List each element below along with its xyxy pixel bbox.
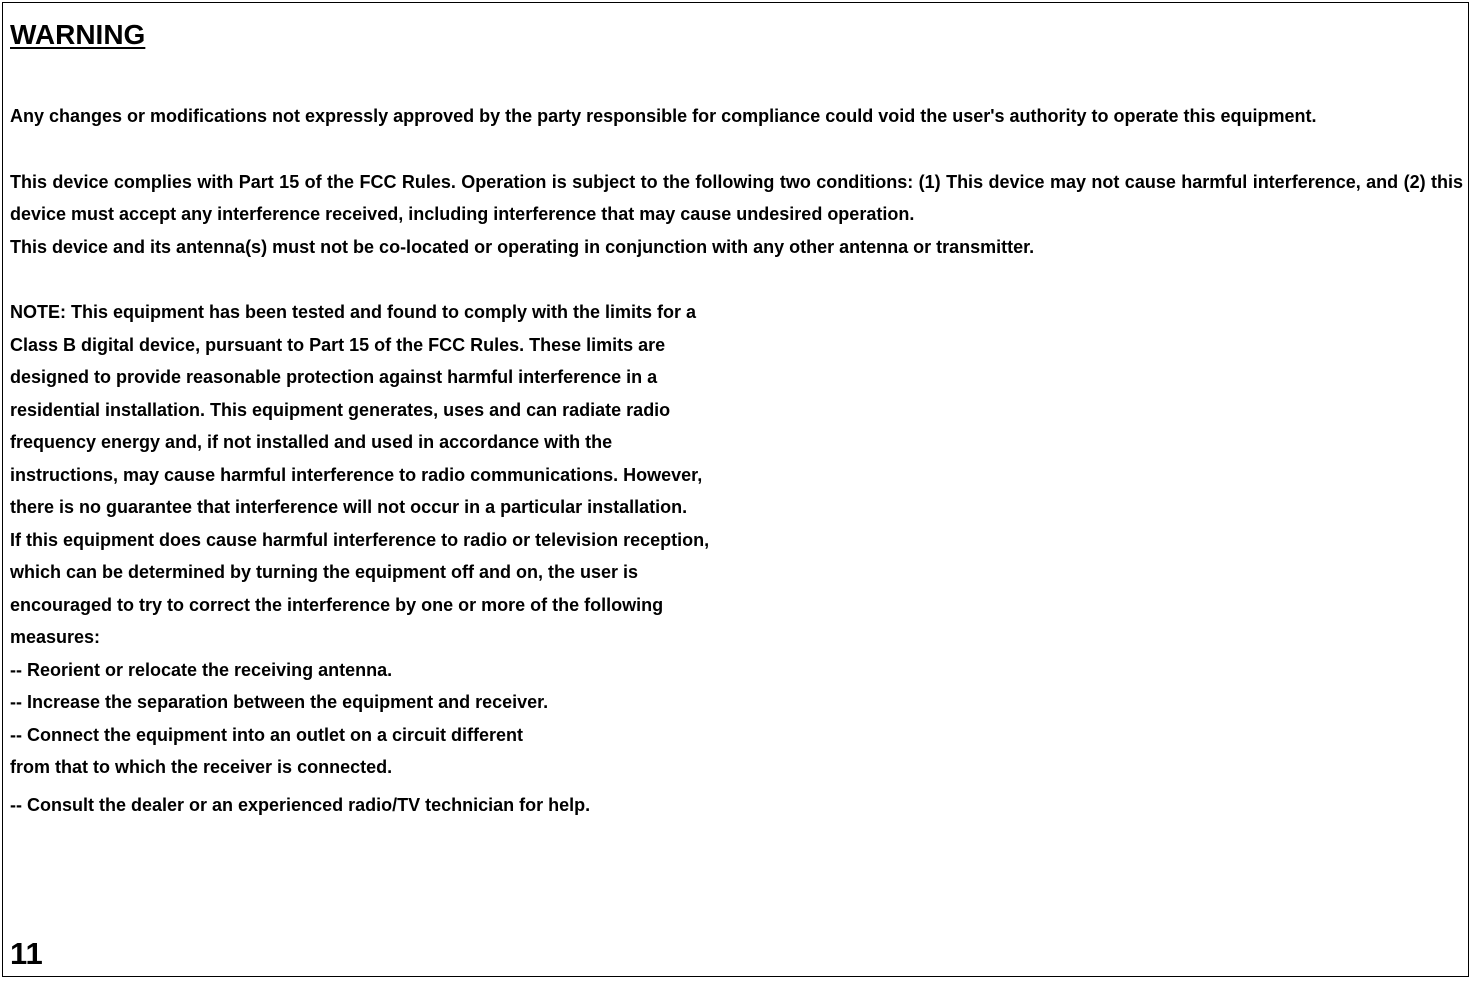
note-line: NOTE: This equipment has been tested and found to comply with the limits for a <box>10 302 697 322</box>
note-line: encouraged to try to correct the interference by one or more of the following <box>10 594 664 615</box>
note-line: frequency energy and, if not installed and used in accordance with the <box>10 432 613 452</box>
note-line: measures: <box>10 627 101 647</box>
note-line: which can be determined by turning the equipment off and on, the user is <box>10 562 639 582</box>
measure-item: -- Reorient or relocate the receiving antenna. <box>10 659 393 680</box>
measure-item: -- Increase the separation between the equipment and receiver. <box>10 692 549 712</box>
modifications-paragraph: Any changes or modifications not expressly approved by the party responsible for compliance could void the user's authority to operate this equipment. <box>10 106 1317 126</box>
note-line: If this equipment does cause harmful interference to radio or television reception, <box>10 529 710 550</box>
note-line: designed to provide reasonable protection against harmful interference in a <box>10 367 658 387</box>
note-line: Class B digital device, pursuant to Part 15 of the FCC Rules. These limits are <box>10 334 666 355</box>
measure-item: -- Consult the dealer or an experienced radio/TV technician for help. <box>10 794 591 815</box>
note-line: residential installation. This equipment generates, uses and can radiate radio <box>10 399 671 420</box>
measure-item: -- Connect the equipment into an outlet on a circuit different <box>10 724 523 745</box>
fcc-part15-paragraph: This device complies with Part 15 of the FCC Rules. Operation is subject to the following two conditions: (1) This device may not cause harmful interference, and (2) this device must accept any interference received, including interference that may cause undesired operation. <box>10 171 1463 224</box>
note-line: instructions, may cause harmful interference to radio communications. However, <box>10 464 703 485</box>
page-number: 11 <box>10 936 43 971</box>
warning-heading: WARNING <box>10 19 146 50</box>
antenna-colocation-paragraph: This device and its antenna(s) must not be co-located or operating in conjunction with any other antenna or transmitter. <box>10 236 1035 257</box>
document-body <box>10 18 1463 821</box>
note-line: there is no guarantee that interference will not occur in a particular installation. <box>10 497 688 517</box>
note-section <box>10 296 1463 821</box>
measure-item-continuation: from that to which the receiver is connected. <box>10 757 393 777</box>
